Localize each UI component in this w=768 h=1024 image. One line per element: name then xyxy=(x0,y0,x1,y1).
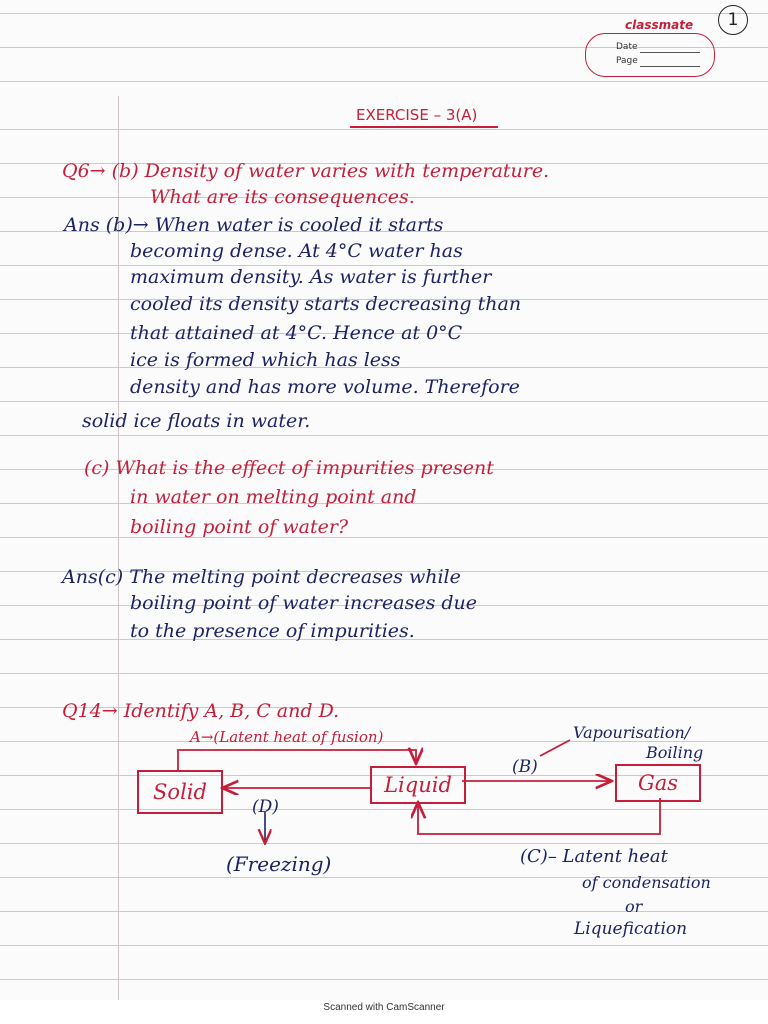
arrow-a-fusion xyxy=(178,750,416,770)
q6b-answer-line-4: cooled its density starts decreasing than xyxy=(130,293,522,315)
q6b-answer-line-7: density and has more volume. Therefore xyxy=(130,376,520,398)
q6c-answer-line-2: boiling point of water increases due xyxy=(130,592,478,614)
q6b-question-line-1: Q6→ (b) Density of water varies with temperature. xyxy=(62,160,550,182)
q6c-answer-line-3: to the presence of impurities. xyxy=(130,620,415,642)
q6c-answer-line-1: Ans(c) The melting point decreases while xyxy=(62,566,461,588)
exercise-title: EXERCISE – 3(A) xyxy=(356,106,478,124)
date-label: Date xyxy=(616,42,638,52)
label-freezing: (Freezing) xyxy=(226,852,332,876)
box-gas: Gas xyxy=(615,764,701,802)
q6c-question-line-3: boiling point of water? xyxy=(130,516,349,538)
q6b-answer-line-1: Ans (b)→ When water is cooled it starts xyxy=(64,214,444,236)
q6b-answer-line-3: maximum density. As water is further xyxy=(130,266,492,288)
arrow-c-condensation xyxy=(418,798,660,834)
label-c-line-1: (C)– Latent heat xyxy=(520,846,668,867)
label-vapourisation: Vapourisation/ xyxy=(573,723,691,742)
q14-question: Q14→ Identify A, B, C and D. xyxy=(62,700,340,722)
q6b-answer-line-6: ice is formed which has less xyxy=(130,349,401,371)
scanner-footer: Scanned with CamScanner xyxy=(323,1002,445,1013)
brand-logo: classmate xyxy=(625,18,694,32)
label-b: (B) xyxy=(512,757,538,777)
q6b-answer-line-5: that attained at 4°C. Hence at 0°C xyxy=(130,322,463,344)
label-c-line-3: or xyxy=(625,897,643,916)
box-solid: Solid xyxy=(137,770,223,814)
label-a-fusion: A→(Latent heat of fusion) xyxy=(190,728,384,746)
q6c-question-line-1: (c) What is the effect of impurities present xyxy=(84,457,494,479)
label-boiling: Boiling xyxy=(646,743,704,762)
label-c-line-2: of condensation xyxy=(582,873,711,892)
q6b-answer-line-2: becoming dense. At 4°C water has xyxy=(130,240,463,262)
page-label: Page xyxy=(616,56,638,66)
q6b-question-line-2: What are its consequences. xyxy=(150,186,415,208)
page-number: 1 xyxy=(718,5,748,35)
label-c-line-4: Liquefication xyxy=(574,919,688,939)
q6b-answer-line-8: solid ice floats in water. xyxy=(82,410,311,432)
pointer-b-label xyxy=(540,740,570,756)
label-d: (D) xyxy=(252,797,279,817)
q6c-question-line-2: in water on melting point and xyxy=(130,486,417,508)
box-liquid: Liquid xyxy=(370,766,466,804)
